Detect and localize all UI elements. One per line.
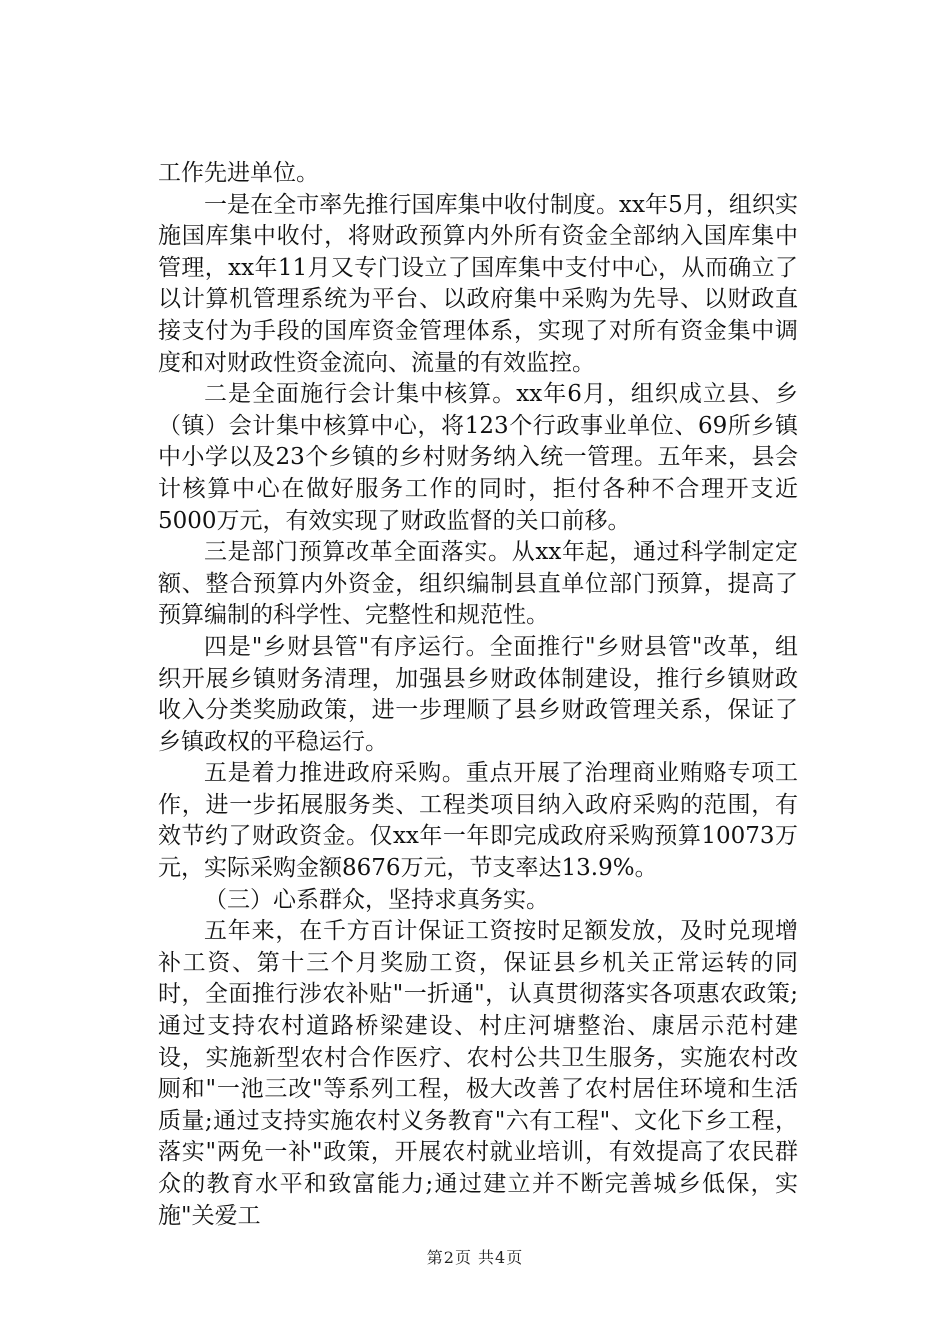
document-body [158,158,798,1232]
section-heading-people: （三）心系群众，坚持求真务实。 [204,886,549,913]
paragraph-continuation: 工作先进单位。 [158,160,319,186]
paragraph-treasury-payment: 一是在全市率先推行国库集中收付制度。xx年5月，组织实施国库集中收付，将财政预算内外所有资金全部纳入国库集中管理，xx年11月又专门设立了国库集中支付中心，从而确立了以计算机管理系统为平台、以政府集中采购为先导、以财政直接支付为手段的国库资金管理体系，实现了对所有资金集中调度和对财政性资金流向、流量的有效监控。 [158,191,798,376]
paragraph-township-finance: 四是"乡财县管"有序运行。全面推行"乡财县管"改革，组织开展乡镇财务清理，加强县乡财政体制建设，推行乡镇财政收入分类奖励政策，进一步理顺了县乡财政管理关系，保证了乡镇政权的平稳运行。 [158,633,798,755]
page-number-footer: 第2页 共4页 [426,1248,524,1267]
paragraph-five-years: 五年来，在千方百计保证工资按时足额发放，及时兑现增补工资、第十三个月奖励工资，保证县乡机关正常运转的同时，全面推行涉农补贴"一折通"，认真贯彻落实各项惠农政策;通过支持农村道路桥梁建设、村庄河塘整治、康居示范村建设，实施新型农村合作医疗、农村公共卫生服务，实施农村改厕和"一池三改"等系列工程，极大改善了农村居住环境和生活质量;通过支持实施农村义务教育"六有工程"、文化下乡工程，落实"两免一补"政策，开展农村就业培训，有效提高了农民群众的教育水平和致富能力;通过建立并不断完善城乡低保，实施"关爱工 [158,918,798,1229]
paragraph-department-budget: 三是部门预算改革全面落实。从xx年起，通过科学制定定额、整合预算内外资金，组织编制县直单位部门预算，提高了预算编制的科学性、完整性和规范性。 [158,539,798,629]
paragraph-government-procurement: 五是着力推进政府采购。重点开展了治理商业贿赂专项工作，进一步拓展服务类、工程类项目纳入政府采购的范围，有效节约了财政资金。仅xx年一年即完成政府采购预算10073万元，实际采购金额8676万元，节支率达13.9%。 [158,760,798,882]
paragraph-accounting-centralization: 二是全面施行会计集中核算。xx年6月，组织成立县、乡（镇）会计集中核算中心，将123个行政事业单位、69所乡镇中小学以及23个乡镇的乡村财务纳入统一管理。五年来，县会计核算中心在做好服务工作的同时，拒付各种不合理开支近5000万元，有效实现了财政监督的关口前移。 [158,381,798,534]
